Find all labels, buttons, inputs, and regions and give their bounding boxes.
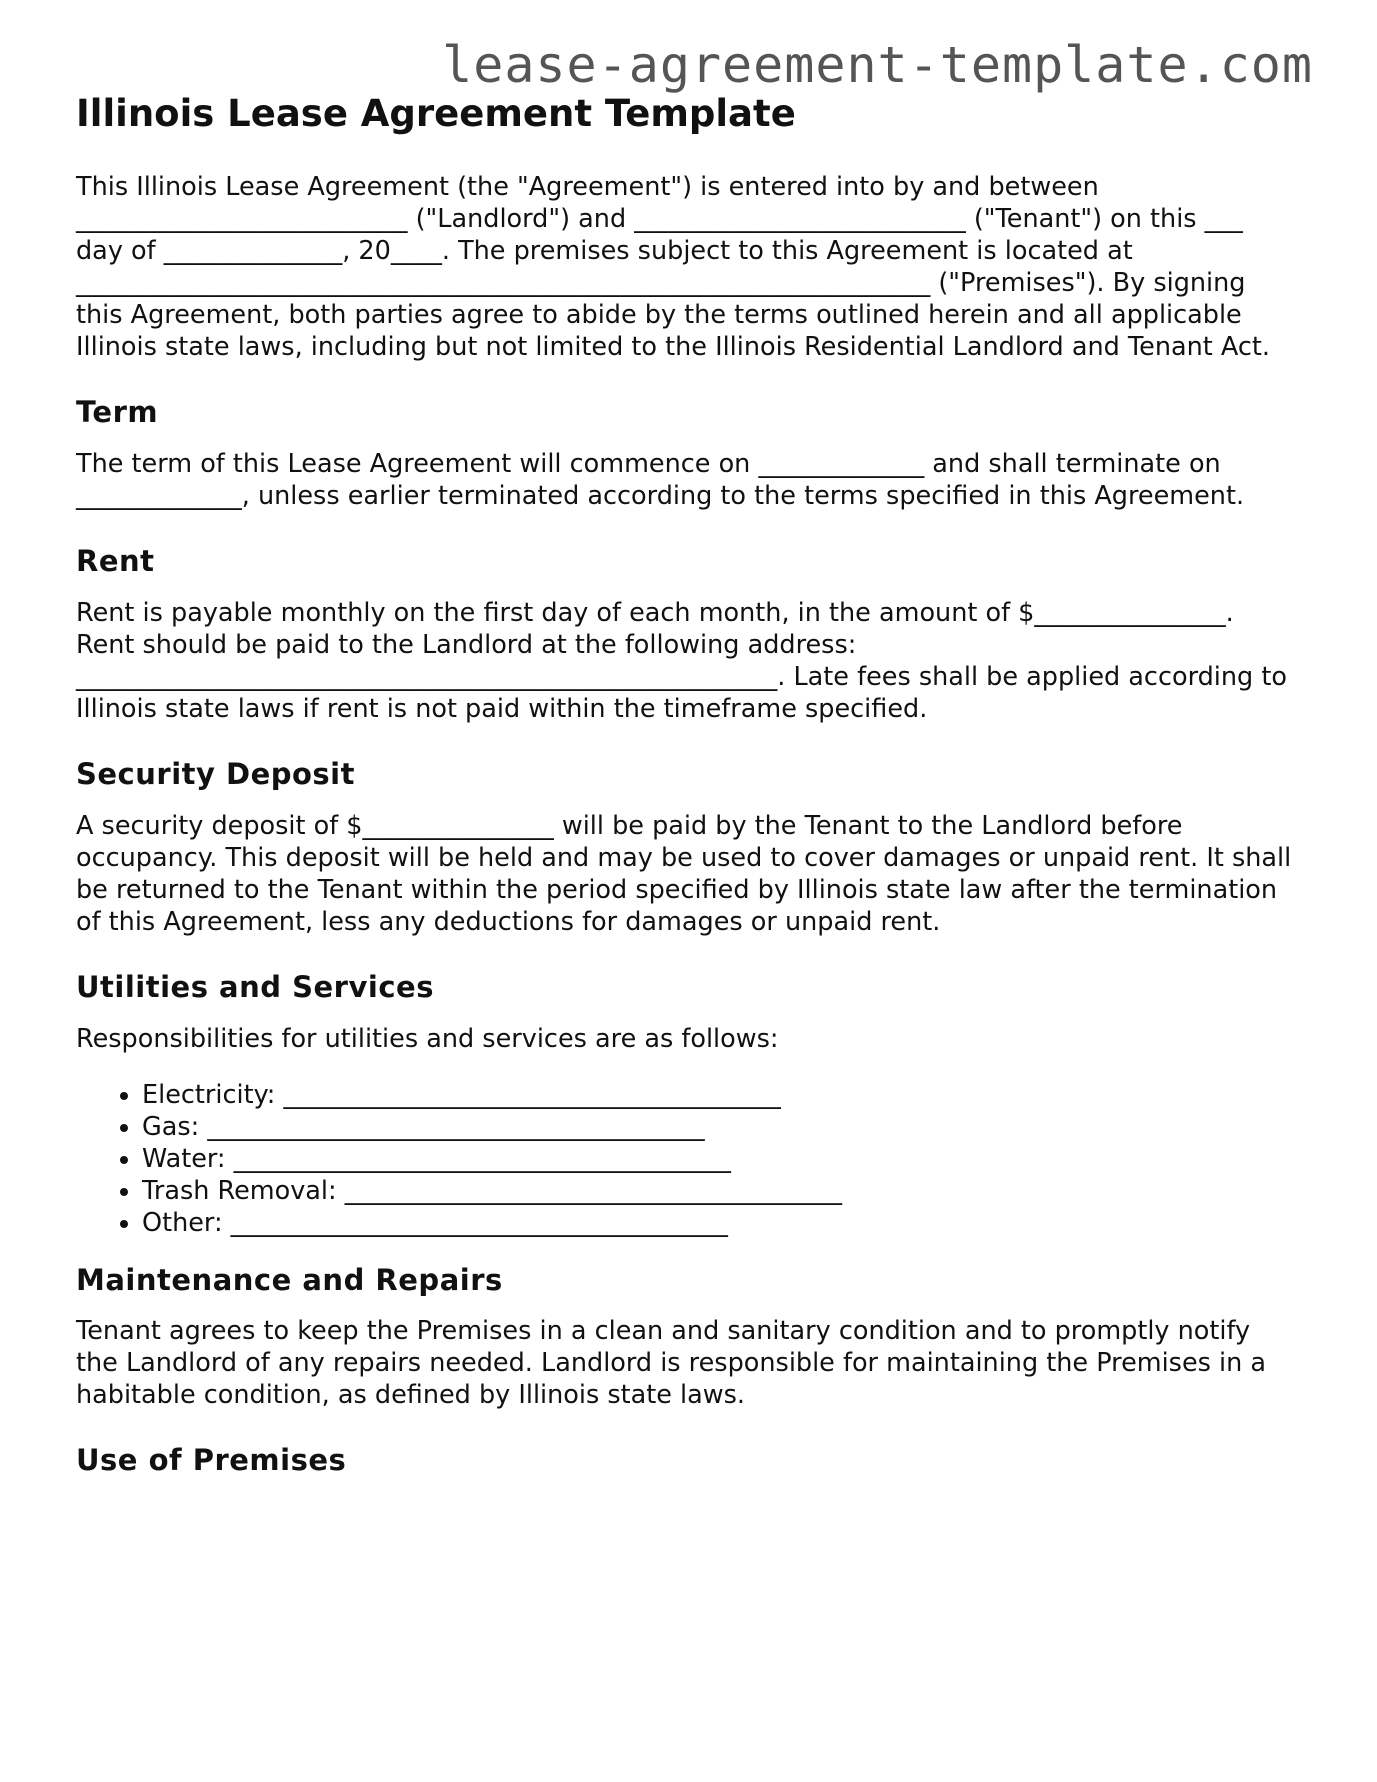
maintenance-heading: Maintenance and Repairs [76, 1262, 503, 1297]
list-item-electricity: • Electricity: _______________________________________ [142, 1079, 1296, 1111]
utilities-heading: Utilities and Services [76, 969, 434, 1004]
utilities-paragraph: Responsibilities for utilities and services are as follows: [76, 1023, 779, 1054]
use-of-premises-heading: Use of Premises [76, 1443, 347, 1478]
page-title: Illinois Lease Agreement Template [76, 92, 796, 135]
site-watermark: lease-agreement-template.com [442, 36, 1313, 94]
security-deposit-heading: Security Deposit [76, 756, 355, 791]
list-item-water: • Water: _______________________________________ [142, 1143, 1296, 1175]
utilities-list [76, 1079, 1296, 1239]
rent-heading: Rent [76, 544, 155, 579]
list-item-trash-removal: • Trash Removal: _______________________________________ [142, 1175, 1296, 1207]
list-item-gas: • Gas: _______________________________________ [142, 1111, 1296, 1143]
maintenance-paragraph: Tenant agrees to keep the Premises in a clean and sanitary condition and to promptly notify the Landlord of any repairs needed. Landlord is responsible for maintaining the Premises in a habitable condition, as defined by Illinois state laws. [76, 1316, 1267, 1411]
security-deposit-paragraph: A security deposit of $_______________ will be paid by the Tenant to the Landlord before occupancy. This deposit will be held and may be used to cover damages or unpaid rent. It shall be returned to the Tenant within the period specified by Illinois state law after the termination of this Agreement, less any deductions for damages or unpaid rent. [76, 810, 1292, 937]
list-item-other: • Other: _______________________________________ [142, 1207, 1296, 1239]
document-page [76, 92, 1296, 1496]
term-heading: Term [76, 395, 159, 430]
rent-paragraph: Rent is payable monthly on the first day of each month, in the amount of $_______________. Rent should be paid to the Landlord at the following address: _______________________________________________________. Late fees shall be applied according to Illinois state laws if rent is not paid within the timeframe specified. [76, 597, 1287, 724]
intro-paragraph: This Illinois Lease Agreement (the "Agreement") is entered into by and between __________________________ ("Landlord") and __________________________ ("Tenant") on this ___ day of ______________, 20____. The premises subject to this Agreement is located at ___________________________________________________________________ ("Premises"). By signing this Agreement, both parties agree to abide by the terms outlined herein and all applicable Illinois state laws, including but not limited to the Illinois Residential Landlord and Tenant Act. [76, 172, 1271, 363]
term-paragraph: The term of this Lease Agreement will commence on _____________ and shall terminate on _____________, unless earlier terminated according to the terms specified in this Agreement. [76, 449, 1245, 512]
